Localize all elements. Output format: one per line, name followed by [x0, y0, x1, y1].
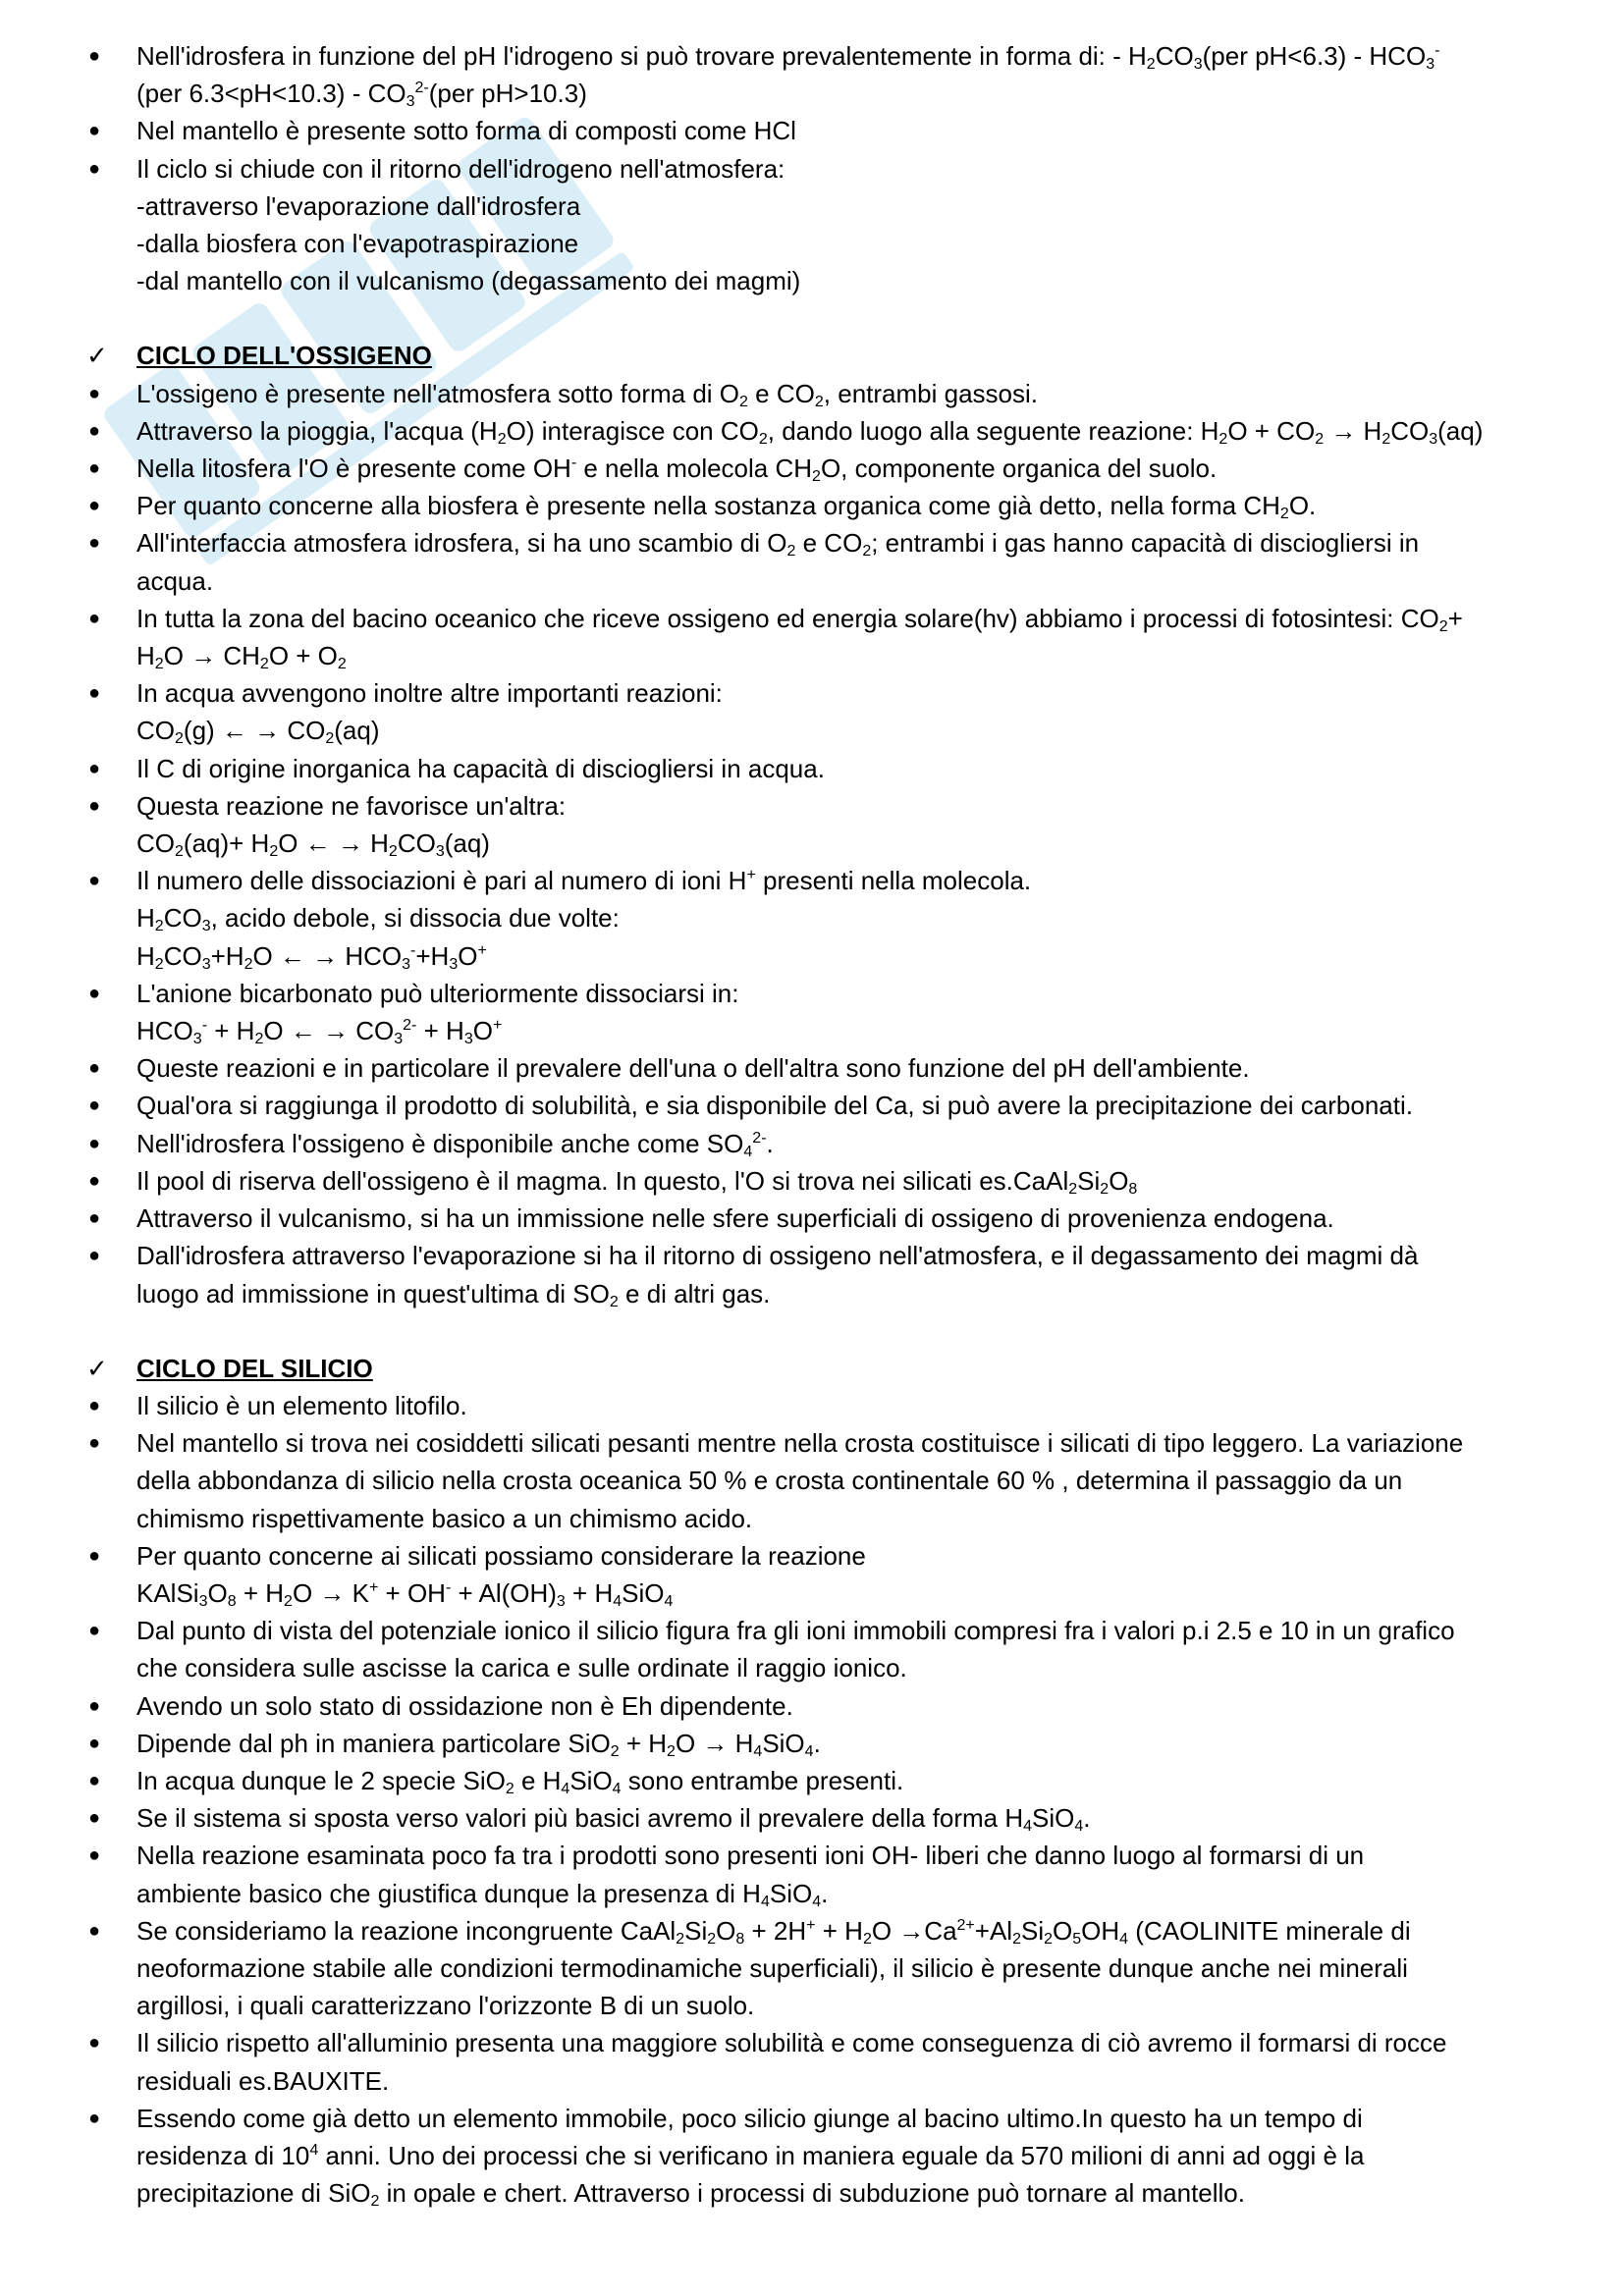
- list-item: [0, 1200, 1624, 1237]
- checkmark-icon: ✓: [86, 1353, 108, 1383]
- text-line: $H_2O \to CH_2O + O_2$: [136, 641, 347, 673]
- text-line: Avendo un solo stato di ossidazione non è Eh dipendente.: [136, 1690, 793, 1721]
- bullet-icon: ●: [88, 1844, 101, 1867]
- list-item: [0, 600, 1624, 674]
- text-line: -dalla biosfera con l'evapotraspirazione: [136, 229, 579, 259]
- text-line: $CO_2(g)$ ← → $CO_2(aq)$: [136, 716, 380, 748]
- text-line: $CO_2(aq)+ H_2O$ ← → $H_2CO_3(aq)$: [136, 828, 490, 861]
- text-line: Nell'idrosfera l'ossigeno è disponibile anche come $SO_4^{2-}$.: [136, 1128, 774, 1160]
- bullet-icon: ●: [88, 1095, 101, 1117]
- text-line: -dal mantello con il vulcanismo (degassamento dei magmi): [136, 266, 801, 296]
- text-line: In acqua dunque le 2 specie SiO$_2$ e $H_4SiO_4$ sono entrambe presenti.: [136, 1765, 904, 1797]
- bullet-icon: ●: [88, 1919, 101, 1942]
- list-item: [0, 1049, 1624, 1087]
- text-line: $HCO_3^- + H_2O$ ← → $CO_3^{2-} + H_3O^+$: [136, 1016, 503, 1048]
- text-line: $H_2CO_3+H_2O$ ← → $HCO_3^-+H_3O^+$: [136, 940, 487, 973]
- list-item: [0, 1612, 1624, 1686]
- list-item: [0, 1837, 1624, 1911]
- text-line: Il silicio è un elemento litofilo.: [136, 1390, 467, 1420]
- text-line: Nel mantello è presente sotto forma di composti come HCl: [136, 116, 796, 146]
- list-item: [0, 1387, 1624, 1424]
- bullet-icon: ●: [88, 1132, 101, 1154]
- bullet-icon: ●: [88, 794, 101, 817]
- text-line: Dal punto di vista del potenziale ionico il silicio figura fra gli ioni immobili compresi fra i valori p.i 2.5 e 10 in un grafico: [136, 1616, 1455, 1646]
- text-line: precipitazione di SiO$_2$ in opale e chert. Attraverso i processi di subduzione può tornare al mantello.: [136, 2178, 1245, 2211]
- text-line: Dall'idrosfera attraverso l'evaporazione si ha il ritorno di ossigeno nell'atmosfera, e il degassamento dei magmi dà: [136, 1241, 1419, 1271]
- text-line: $H_2CO_3$, acido debole, si dissocia due volte:: [136, 903, 620, 935]
- hydrogen-cycle-list: [0, 37, 1624, 299]
- bullet-icon: ●: [88, 1169, 101, 1192]
- bullet-icon: ●: [88, 1057, 101, 1080]
- bullet-icon: ●: [88, 757, 101, 779]
- bullet-icon: ●: [88, 45, 101, 67]
- list-item: [0, 1912, 1624, 2025]
- list-item: [0, 2024, 1624, 2099]
- list-item: [0, 2100, 1624, 2213]
- list-item: [0, 1762, 1624, 1799]
- text-line: Attraverso il vulcanismo, si ha un immissione nelle sfere superficiali di ossigeno di provenienza endogena.: [136, 1203, 1334, 1234]
- bullet-icon: ●: [88, 1394, 101, 1416]
- bullet-icon: ●: [88, 2107, 101, 2129]
- text-line: Se consideriamo la reazione incongruente $CaAl_2Si_2O_8 + 2H^+ + H_2O \to Ca^{2+}+Al_2Si_2O_5OH_4$ (CAOLINITE minerale di: [136, 1915, 1411, 1948]
- text-line: Qual'ora si raggiunga il prodotto di solubilità, e sia disponibile del Ca, si può avere la precipitazione dei carbonati.: [136, 1091, 1413, 1121]
- list-item: [0, 787, 1624, 862]
- bullet-icon: ●: [88, 495, 101, 517]
- bullet-icon: ●: [88, 982, 101, 1004]
- oxygen-cycle-title: CICLO DELL'OSSIGENO: [136, 341, 432, 371]
- bullet-icon: ●: [88, 1620, 101, 1642]
- text-line: $KAlSi_3O_8 + H_2O \to K^+ + OH^- + Al(OH)_3 + H_4SiO_4$: [136, 1577, 674, 1610]
- list-item: [0, 1799, 1624, 1837]
- bullet-icon: ●: [88, 532, 101, 555]
- bullet-icon: ●: [88, 1807, 101, 1830]
- bullet-icon: ●: [88, 419, 101, 442]
- text-line: Questa reazione ne favorisce un'altra:: [136, 790, 567, 821]
- list-item: [0, 1237, 1624, 1311]
- text-line: Il pool di riserva dell'ossigeno è il magma. In questo, l'O si trova nei silicati $es.CaAl_2Si_2O_8$: [136, 1165, 1138, 1198]
- text-line: In acqua avvengono inoltre altre importanti reazioni:: [136, 678, 723, 709]
- text-line: luogo ad immissione in quest'ultima di $SO_2$ e di altri gas.: [136, 1278, 771, 1310]
- text-line: Essendo come già detto un elemento immobile, poco silicio giunge al bacino ultimo.In questo ha un tempo di: [136, 2103, 1363, 2133]
- text-line: Il C di origine inorganica ha capacità di disciogliersi in acqua.: [136, 753, 825, 783]
- text-line: L'ossigeno è presente nell'atmosfera sotto forma di $O_2$ e $CO_2$, entrambi gassosi.: [136, 378, 1038, 410]
- text-line: Il ciclo si chiude con il ritorno dell'idrogeno nell'atmosfera:: [136, 153, 785, 184]
- text-line: Per quanto concerne alla biosfera è presente nella sostanza organica come già detto, nella forma $CH_2O$.: [136, 491, 1317, 523]
- bullet-icon: ●: [88, 457, 101, 480]
- list-item: [0, 975, 1624, 1049]
- text-line: residenza di $10^4$ anni. Uno dei processi che si verificano in maniera eguale da 570 milioni di anni ad oggi è la: [136, 2140, 1365, 2170]
- list-item: [0, 1162, 1624, 1200]
- bullet-icon: ●: [88, 1769, 101, 1791]
- text-line: della abbondanza di silicio nella crosta oceanica 50 % e crosta continentale 60 % , determina il passaggio da un: [136, 1466, 1403, 1496]
- list-item: [0, 112, 1624, 149]
- list-item: [0, 412, 1624, 450]
- list-item: [0, 1087, 1624, 1124]
- text-line: Il silicio rispetto all'alluminio presenta una maggiore solubilità e come conseguenza di ciò avremo il formarsi di rocce: [136, 2028, 1447, 2058]
- text-line: Nella reazione esaminata poco fa tra i prodotti sono presenti ioni OH- liberi che danno luogo al formarsi di un: [136, 1841, 1365, 1871]
- bullet-icon: ●: [88, 157, 101, 180]
- list-item: [0, 375, 1624, 412]
- text-line: Queste reazioni e in particolare il prevalere dell'una o dell'altra sono funzione del pH dell'ambiente.: [136, 1053, 1250, 1084]
- bullet-icon: ●: [88, 120, 101, 142]
- list-item: [0, 487, 1624, 524]
- oxygen-cycle-heading: [0, 337, 1624, 374]
- text-line: argillosi, i quali caratterizzano l'orizzonte B di un suolo.: [136, 1991, 755, 2021]
- text-line: (per $6.3<pH<10.3) - CO_3^{2-}(per$ pH>10.3): [136, 79, 587, 111]
- list-item: [0, 450, 1624, 487]
- list-item: [0, 1125, 1624, 1162]
- list-item: [0, 750, 1624, 787]
- checkmark-icon: ✓: [86, 341, 108, 371]
- text-line: All'interfaccia atmosfera idrosfera, si ha uno scambio di $O_2$ e $CO_2$; entrambi i gas hanno capacità di disciogliersi in: [136, 528, 1420, 561]
- bullet-icon: ●: [88, 870, 101, 892]
- text-line: residuali es.BAUXITE.: [136, 2065, 390, 2096]
- bullet-icon: ●: [88, 1245, 101, 1267]
- bullet-icon: ●: [88, 1732, 101, 1754]
- list-item: [0, 1537, 1624, 1612]
- text-line: chimismo rispettivamente basico a un chimismo acido.: [136, 1503, 753, 1533]
- text-line: Dipende dal ph in maniera particolare $SiO_2 + H_2O \to H_4SiO_4$.: [136, 1728, 821, 1760]
- bullet-icon: ●: [88, 1207, 101, 1230]
- text-line: Nella litosfera l'O è presente come OH- e nella molecola $CH_2O$, componente organica del suolo.: [136, 454, 1218, 486]
- text-line: Nel mantello si trova nei cosiddetti silicati pesanti mentre nella crosta costituisce i silicati di tipo leggero. La variazione: [136, 1428, 1464, 1459]
- text-line: -attraverso l'evaporazione dall'idrosfera: [136, 190, 581, 221]
- text-line: Nell'idrosfera in funzione del pH l'idrogeno si può trovare prevalentemente in forma di: - $H_2CO_3(per$ $pH<6.3) - HCO_3^-$: [136, 41, 1440, 73]
- text-line: Il numero delle dissociazioni è pari al numero di ioni H+ presenti nella molecola.: [136, 866, 1032, 896]
- text-line: Attraverso la pioggia, l'acqua $(H_2O)$ interagisce con $CO_2$, dando luogo alla seguente reazione: $H_2O + CO_2 \to H_2CO_3(aq)$: [136, 415, 1484, 448]
- bullet-icon: ●: [88, 1694, 101, 1717]
- bullet-icon: ●: [88, 1544, 101, 1567]
- list-item: [0, 1725, 1624, 1762]
- bullet-icon: ●: [88, 2032, 101, 2055]
- text-line: In tutta la zona del bacino oceanico che riceve ossigeno ed energia solare(hv) abbiamo i processi di fotosintesi: $CO_2+$: [136, 603, 1463, 635]
- list-item: [0, 37, 1624, 112]
- silicon-cycle-heading: [0, 1350, 1624, 1387]
- text-line: ambiente basico che giustifica dunque la presenza di $H_4SiO_4$.: [136, 1878, 829, 1910]
- silicon-cycle-list: [0, 1387, 1624, 2212]
- text-line: acqua.: [136, 565, 214, 596]
- text-line: Se il sistema si sposta verso valori più basici avremo il prevalere della forma $H_4SiO_4$.: [136, 1803, 1091, 1836]
- text-line: neoformazione stabile alle condizioni termodinamiche superficiali), il silicio è presente dunque anche nei minerali: [136, 1952, 1408, 1983]
- bullet-icon: ●: [88, 382, 101, 404]
- list-item: [0, 1687, 1624, 1725]
- list-item: [0, 524, 1624, 599]
- bullet-icon: ●: [88, 1432, 101, 1455]
- oxygen-cycle-list: [0, 375, 1624, 1312]
- list-item: [0, 674, 1624, 749]
- bullet-icon: ●: [88, 607, 101, 629]
- list-item: [0, 862, 1624, 975]
- bullet-icon: ●: [88, 682, 101, 705]
- silicon-cycle-title: CICLO DEL SILICIO: [136, 1353, 373, 1383]
- text-line: L'anione bicarbonato può ulteriormente dissociarsi in:: [136, 978, 739, 1008]
- text-line: Per quanto concerne ai silicati possiamo considerare la reazione: [136, 1540, 866, 1571]
- list-item: [0, 1424, 1624, 1537]
- list-item: [0, 150, 1624, 300]
- text-line: che considera sulle ascisse la carica e sulle ordinate il raggio ionico.: [136, 1653, 907, 1683]
